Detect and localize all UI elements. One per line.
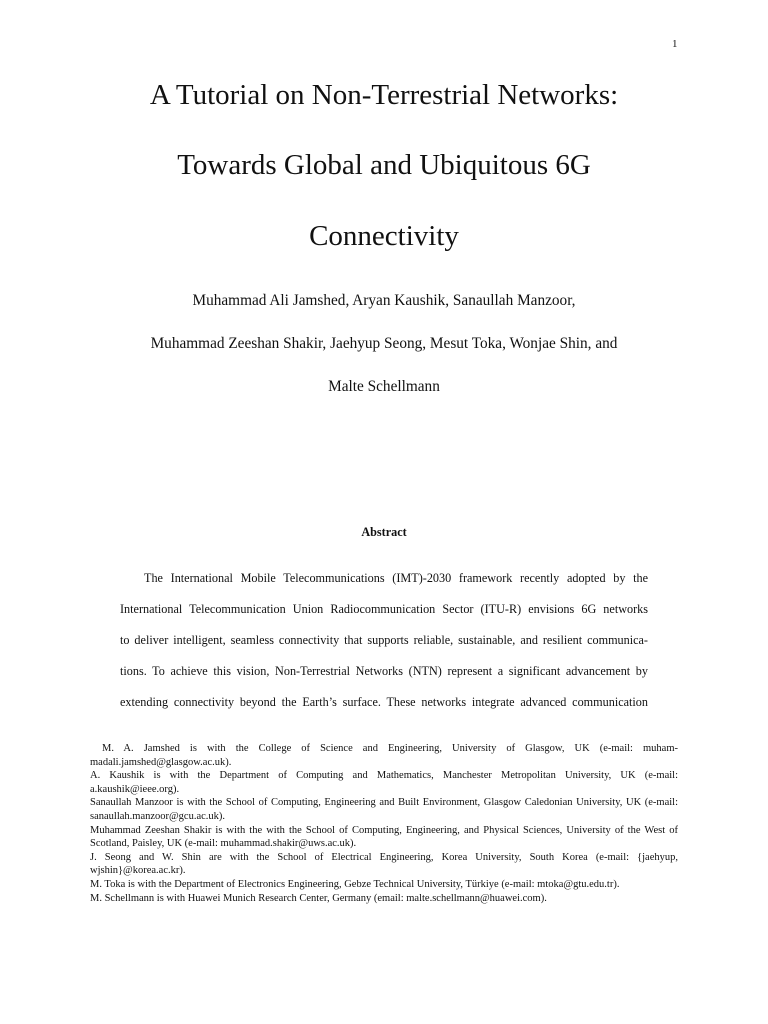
author-line-3: Malte Schellmann — [328, 378, 440, 395]
footnote: M. Toka is with the Department of Electronics Engineering, Gebze Technical University, Türkiye (e-mail: mtoka@gtu.edu.tr). — [90, 878, 620, 890]
abstract-heading: Abstract — [361, 525, 407, 539]
footnotes — [90, 742, 678, 905]
footnote: Muhammad Zeeshan Shakir is with the with the School of Computing, Engineering, and Physical Sciences, University of the West of Scotland, Paisley, UK (e-mail: muhammad.shakir@uws.ac.uk). — [90, 824, 678, 850]
abstract-line: International Telecommunication Union Radiocommunication Sector (ITU-R) envisions 6G networks — [120, 602, 648, 616]
author-line-2: Muhammad Zeeshan Shakir, Jaehyup Seong, Mesut Toka, Wonjae Shin, and — [150, 335, 618, 352]
abstract-line: extending connectivity beyond the Earth’s surface. These networks integrate advanced communication — [120, 695, 648, 709]
abstract-line: tions. To achieve this vision, Non-Terrestrial Networks (NTN) represent a significant advancement by — [120, 664, 648, 678]
author-line-1: Muhammad Ali Jamshed, Aryan Kaushik, Sanaullah Manzoor, — [192, 292, 576, 309]
abstract-line: The International Mobile Telecommunications (IMT)-2030 framework recently adopted by the — [144, 571, 648, 585]
footnote: Sanaullah Manzoor is with the School of Computing, Engineering and Built Environment, Glasgow Caledonian University, UK (e-mail: sanaullah.manzoor@gcu.ac.uk). — [90, 797, 678, 822]
title-line-1: A Tutorial on Non-Terrestrial Networks: — [149, 79, 619, 111]
page-number: 1 — [672, 38, 678, 50]
footnote: M. Schellmann is with Huawei Munich Research Center, Germany (email: malte.schellmann@huawei.com). — [90, 892, 547, 904]
title-line-2: Towards Global and Ubiquitous 6G — [177, 149, 591, 181]
footnote: A. Kaushik is with the Department of Computing and Mathematics, Manchester Metropolitan University, UK (e-mail: a.kaushik@ieee.org). — [90, 770, 678, 795]
footnote: J. Seong and W. Shin are with the School of Electrical Engineering, Korea University, South Korea (e-mail: {jaehyup, wjshin}@korea.ac.kr). — [90, 851, 678, 877]
footnote: M. A. Jamshed is with the College of Science and Engineering, University of Glasgow, UK (e-mail: muham-madali.jamshed@glasgow.ac.uk). — [90, 743, 678, 768]
title-line-3: Connectivity — [309, 220, 459, 252]
abstract-line: to deliver intelligent, seamless connectivity that supports reliable, sustainable, and resilient communica- — [120, 633, 648, 647]
